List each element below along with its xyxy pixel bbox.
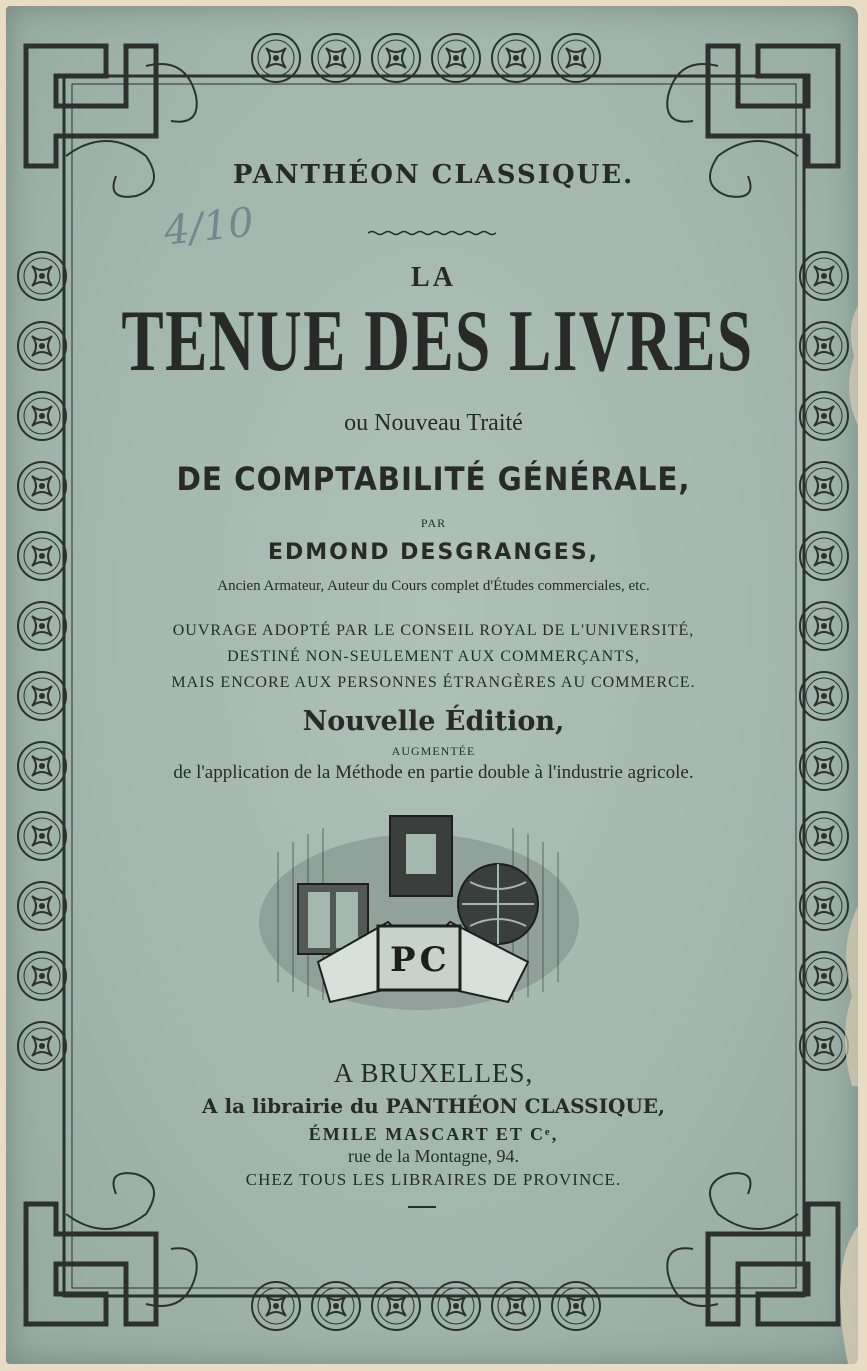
closing-rule — [408, 1206, 436, 1208]
book-subtitle: ou Nouveau Traité — [344, 410, 523, 436]
edition-label: Nouvelle Édition, — [302, 706, 565, 737]
title-article: LA — [411, 262, 456, 293]
imprint-bookshop: A la librairie du PANTHÉON CLASSIQUE, — [201, 1094, 666, 1118]
wavy-rule — [368, 230, 496, 236]
imprint-city: A BRUXELLES, — [333, 1058, 534, 1088]
author-credentials: Ancien Armateur, Auteur du Cours complet d'Études commerciales, etc. — [217, 578, 650, 594]
handwritten-note: 4/10 — [161, 199, 256, 255]
application-note: de l'application de la Méthode en partie double à l'industrie agricole. — [173, 762, 694, 783]
publisher-emblem — [258, 812, 580, 1012]
by-label: PAR — [420, 516, 447, 530]
author-name: EDMOND DESGRANGES, — [267, 540, 600, 565]
series-name: PANTHÉON CLASSIQUE. — [232, 160, 635, 190]
book-title: TENUE DES LIVRES — [121, 293, 754, 390]
adoption-line: DESTINÉ NON-SEULEMENT AUX COMMERÇANTS, — [227, 648, 640, 665]
imprint-publisher: ÉMILE MASCART ET Cᵉ, — [308, 1124, 559, 1144]
emblem-monogram: PC — [390, 940, 451, 980]
adoption-statement — [0, 618, 867, 696]
imprint-address: rue de la Montagne, 94. — [348, 1146, 519, 1166]
adoption-line: OUVRAGE ADOPTÉ PAR LE CONSEIL ROYAL DE L'UNIVERSITÉ, — [172, 622, 695, 639]
imprint-distribution: CHEZ TOUS LES LIBRAIRES DE PROVINCE. — [245, 1170, 622, 1189]
adoption-line: MAIS ENCORE AUX PERSONNES ÉTRANGÈRES AU COMMERCE. — [171, 674, 696, 691]
book-subject: DE COMPTABILITÉ GÉNÉRALE, — [176, 460, 691, 498]
augmented-label: AUGMENTÉE — [391, 744, 476, 758]
